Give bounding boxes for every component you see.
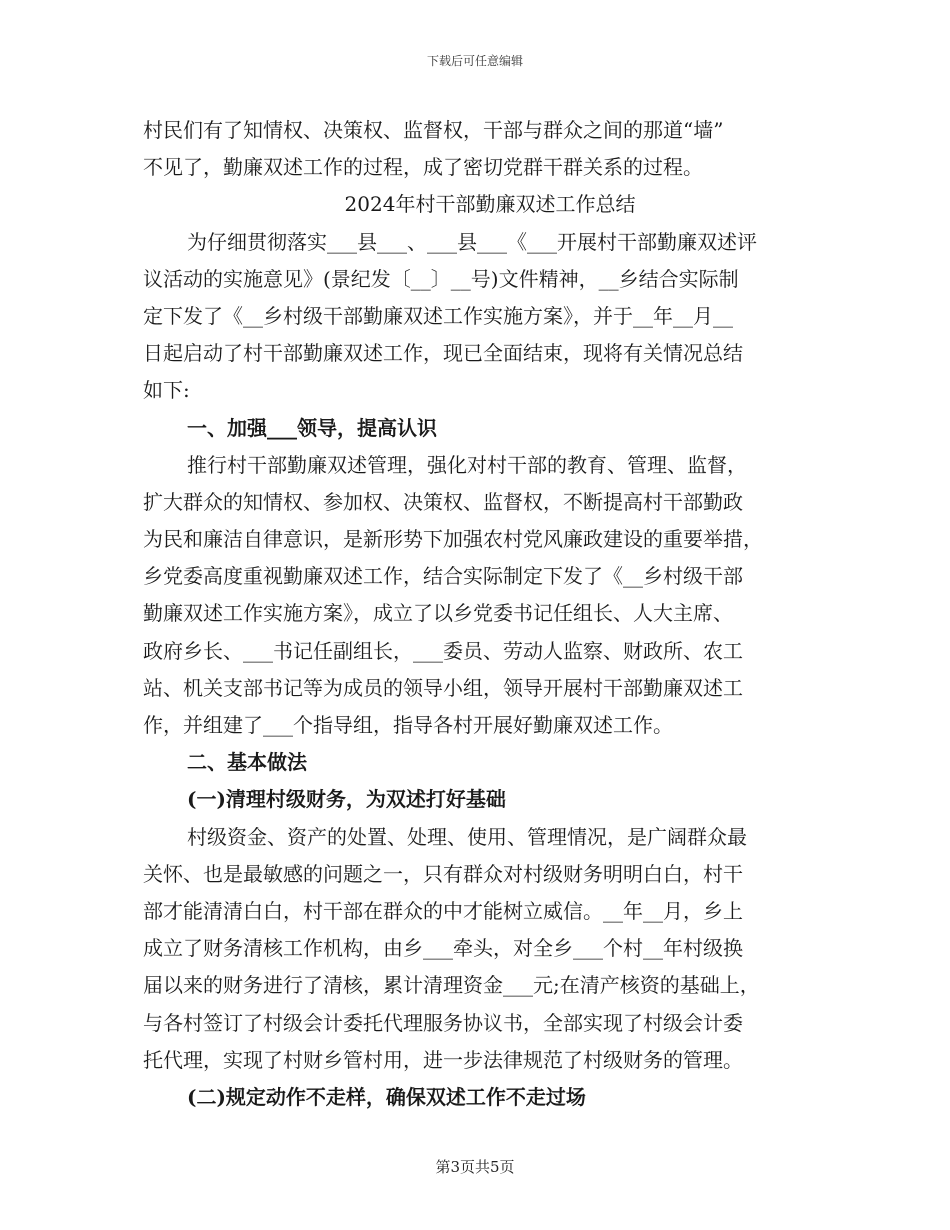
paragraph-line: 作，并组建了___个指导组，指导各村开展好勤廉双述工作。 (143, 713, 673, 737)
paragraph-line: 为民和廉洁自律意识，是新形势下加强农村党风廉政建设的重要举措， (143, 527, 763, 552)
paragraph-line: 如下: (143, 378, 190, 403)
subsection-heading: (二)规定动作不走样，确保双述工作不走过场 (187, 1084, 586, 1109)
paragraph-line: 村民们有了知情权、决策权、监督权，干部与群众之间的那道“墙” (143, 118, 724, 142)
paragraph-line: 扩大群众的知情权、参加权、决策权、监督权，不断提高村干部勤政 (143, 489, 743, 514)
paragraph-line: 关怀、也是最敏感的问题之一，只有群众对村级财务明明白白，村干 (143, 861, 743, 886)
section-heading: 一、加强___领导，提高认识 (187, 415, 437, 440)
paragraph-line: 不见了，勤廉双述工作的过程，成了密切党群干群关系的过程。 (143, 155, 703, 180)
paragraph-line: 与各村签订了村级会计委托代理服务协议书，全部实现了村级会计委 (143, 1010, 743, 1035)
paragraph-line: 成立了财务清核工作机构，由乡___牵头，对全乡___个村__年村级换 (143, 936, 743, 961)
paragraph-line: 部才能清清白白，村干部在群众的中才能树立威信。__年__月，乡上 (143, 898, 743, 923)
paragraph-line: 托代理，实现了村财乡管村用，进一步法律规范了村级财务的管理。 (143, 1047, 743, 1072)
paragraph-line: 届以来的财务进行了清核，累计清理资金___元;在清产核资的基础上， (143, 973, 760, 998)
subsection-heading: (一)清理村级财务，为双述打好基础 (187, 787, 506, 812)
document-body (143, 112, 807, 1116)
paragraph-line: 政府乡长、___书记任副组长，___委员、劳动人监察、财政所、农工 (143, 638, 743, 663)
paragraph-line: 议活动的实施意见》(景纪发〔__〕__号)文件精神，__乡结合实际制 (143, 266, 739, 291)
section-heading: 二、基本做法 (187, 750, 307, 775)
paragraph-line: 推行村干部勤廉双述管理，强化对村干部的教育、管理、监督， (187, 452, 747, 477)
paragraph-line: 乡党委高度重视勤廉双述工作，结合实际制定下发了《__乡村级干部 (143, 564, 743, 589)
document-title: 2024年村干部勤廉双述工作总结 (344, 192, 636, 217)
paragraph-line: 村级资金、资产的处置、处理、使用、管理情况，是广阔群众最 (187, 824, 747, 849)
paragraph-line: 勤廉双述工作实施方案》，成立了以乡党委书记任组长、人大主席、 (143, 601, 733, 626)
paragraph-line: 为仔细贯彻落实___县___、___县___《___开展村干部勤廉双述评 (187, 229, 757, 254)
page-header: 下载后可任意编辑 (426, 54, 523, 68)
paragraph-line: 日起启动了村干部勤廉双述工作，现已全面结束，现将有关情况总结 (143, 341, 743, 366)
paragraph-line: 定下发了《__乡村级干部勤廉双述工作实施方案》，并于__年__月__ (143, 303, 733, 328)
paragraph-line: 站、机关支部书记等为成员的领导小组，领导开展村干部勤廉双述工 (143, 675, 743, 700)
page-footer: 第3页共5页 (435, 1158, 515, 1176)
